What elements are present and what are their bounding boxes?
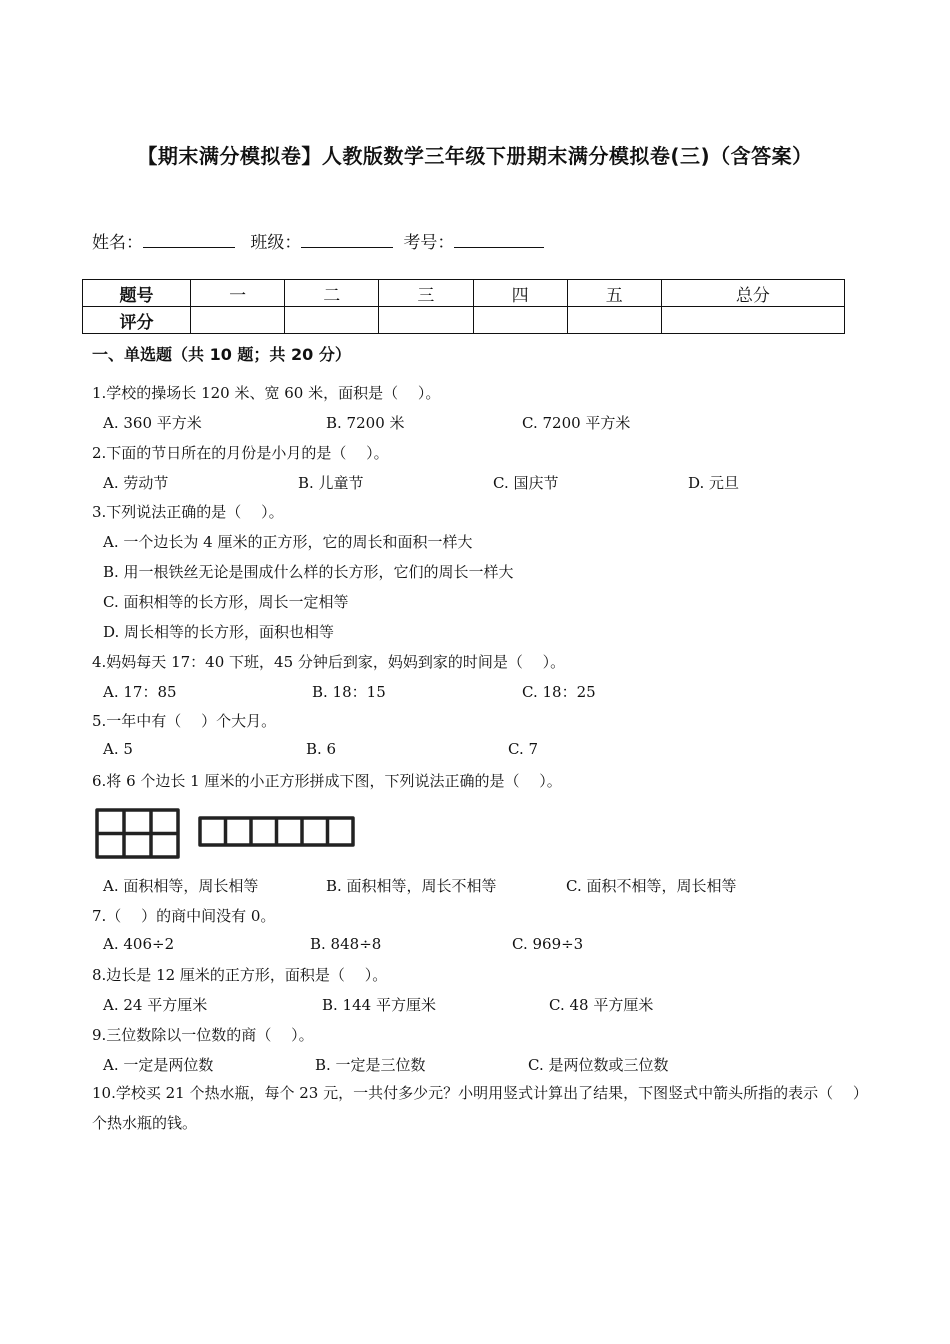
score-table: [82, 279, 845, 334]
figure-1x6-row: [200, 818, 353, 845]
squares-figure-svg: [92, 806, 362, 862]
question-7-option-c[interactable]: C. 969÷3: [512, 935, 584, 953]
question-3-option-a[interactable]: A. 一个边长为 4 厘米的正方形，它的周长和面积一样大: [103, 533, 473, 551]
student-info-line: [92, 228, 544, 253]
question-7-option-b[interactable]: B. 848÷8: [310, 935, 382, 953]
question-5: 5.一年中有（ ）个大月。: [92, 712, 277, 730]
score-table-score-row: [83, 307, 845, 334]
question-4-option-b[interactable]: B. 18：15: [312, 683, 386, 701]
document-title: 【期末满分模拟卷】人教版数学三年级下册期末满分模拟卷(三)（含答案）: [137, 144, 813, 168]
question-8-option-c[interactable]: C. 48 平方厘米: [549, 996, 654, 1014]
header-label: 题号: [83, 280, 191, 307]
question-2-option-b[interactable]: B. 儿童节: [298, 474, 364, 492]
score-cell-4[interactable]: [473, 307, 567, 334]
class-label: 班级：: [250, 233, 302, 253]
question-5-option-c[interactable]: C. 7: [508, 740, 539, 758]
score-row-label: 评分: [83, 307, 191, 334]
question-9-option-c[interactable]: C. 是两位数或三位数: [528, 1056, 669, 1074]
question-9-option-b[interactable]: B. 一定是三位数: [315, 1056, 426, 1074]
question-9-option-a[interactable]: A. 一定是两位数: [103, 1056, 214, 1074]
question-2-option-c[interactable]: C. 国庆节: [493, 474, 559, 492]
question-5-option-b[interactable]: B. 6: [306, 740, 337, 758]
question-3-option-b[interactable]: B. 用一根铁丝无论是围成什么样的长方形，它们的周长一样大: [103, 563, 514, 581]
column-4: 四: [473, 280, 567, 307]
class-blank[interactable]: [301, 231, 393, 248]
score-table-header-row: [83, 280, 845, 307]
question-4-option-a[interactable]: A. 17：85: [103, 683, 177, 701]
question-3-option-d[interactable]: D. 周长相等的长方形，面积也相等: [103, 623, 335, 641]
score-cell-3[interactable]: [379, 307, 473, 334]
question-7: 7.（ ）的商中间没有 0。: [92, 907, 276, 925]
column-2: 二: [285, 280, 379, 307]
score-cell-2[interactable]: [285, 307, 379, 334]
name-blank[interactable]: [143, 231, 235, 248]
question-7-option-a[interactable]: A. 406÷2: [103, 935, 175, 953]
question-6-option-a[interactable]: A. 面积相等，周长相等: [103, 877, 259, 895]
question-2: 2.下面的节日所在的月份是小月的是（ ）。: [92, 444, 389, 462]
column-1: 一: [191, 280, 285, 307]
score-cell-total[interactable]: [661, 307, 844, 334]
question-4-option-c[interactable]: C. 18：25: [522, 683, 596, 701]
exam-number-blank[interactable]: [454, 231, 544, 248]
score-cell-5[interactable]: [567, 307, 661, 334]
question-6: 6.将 6 个边长 1 厘米的小正方形拼成下图，下列说法正确的是（ ）。: [92, 772, 562, 790]
question-8: 8.边长是 12 厘米的正方形，面积是（ ）。: [92, 966, 388, 984]
column-total: 总分: [661, 280, 844, 307]
score-cell-1[interactable]: [191, 307, 285, 334]
question-6-option-b[interactable]: B. 面积相等，周长不相等: [326, 877, 497, 895]
section-title: 一、单选题（共 10 题；共 20 分）: [92, 345, 351, 364]
question-3-option-c[interactable]: C. 面积相等的长方形，周长一定相等: [103, 593, 349, 611]
name-label: 姓名：: [92, 233, 143, 253]
square-arrangement-figure: [92, 806, 362, 866]
question-8-option-a[interactable]: A. 24 平方厘米: [103, 996, 208, 1014]
question-2-option-a[interactable]: A. 劳动节: [103, 474, 169, 492]
question-1: 1.学校的操场长 120 米、宽 60 米，面积是（ ）。: [92, 384, 441, 402]
question-9: 9.三位数除以一位数的商（ ）。: [92, 1026, 314, 1044]
question-1-option-a[interactable]: A. 360 平方米: [103, 414, 202, 432]
exam-label: 考号：: [403, 233, 455, 253]
question-8-option-b[interactable]: B. 144 平方厘米: [322, 996, 436, 1014]
question-4: 4.妈妈每天 17：40 下班，45 分钟后到家，妈妈到家的时间是（ ）。: [92, 653, 566, 671]
question-10: 10.学校买 21 个热水瓶，每个 23 元，一共付多少元？小明用竖式计算出了结果，下图竖式中箭头所指的表示（ ）个热水瓶的钱。: [92, 1084, 861, 1132]
column-5: 五: [567, 280, 661, 307]
question-2-option-d[interactable]: D. 元旦: [688, 474, 740, 492]
column-3: 三: [379, 280, 473, 307]
figure-2x3-grid: [97, 810, 178, 857]
question-6-option-c[interactable]: C. 面积不相等，周长相等: [566, 877, 737, 895]
question-3: 3.下列说法正确的是（ ）。: [92, 503, 284, 521]
question-1-option-c[interactable]: C. 7200 平方米: [522, 414, 631, 432]
question-5-option-a[interactable]: A. 5: [103, 740, 133, 758]
question-1-option-b[interactable]: B. 7200 米: [326, 414, 405, 432]
